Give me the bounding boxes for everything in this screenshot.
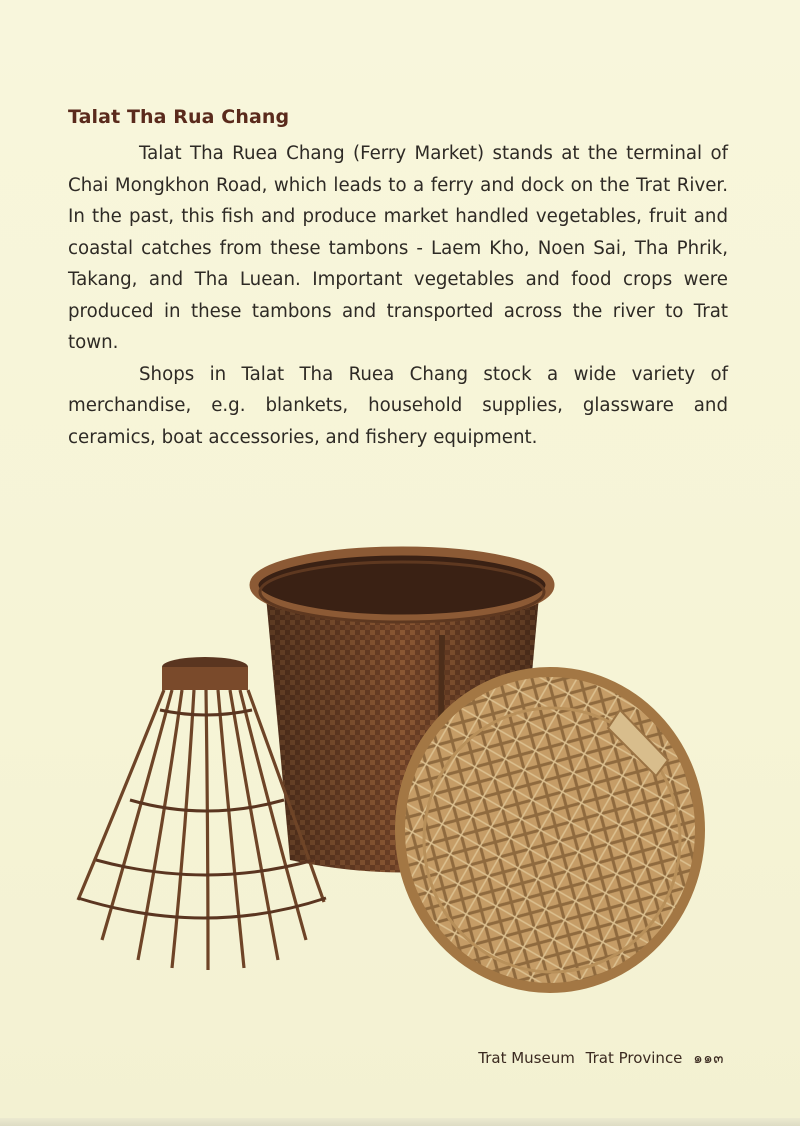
basket-lid	[400, 672, 700, 988]
page-edge	[0, 1118, 800, 1126]
paragraph-1: Talat Tha Ruea Chang (Ferry Market) stands at the terminal of Chai Mongkhon Road, which leads to a ferry and dock on the Trat River. In the past, this fish and produce market handled vegetables, fruit and coastal catches from these tambons - Laem Kho, Noen Sai, Tha Phrik, Takang, and Tha Luean. Important vegetables and food crops were produced in these tambons and transported across the river to Trat town.	[68, 143, 728, 353]
body-text	[68, 138, 728, 453]
paragraph-2: Shops in Talat Tha Ruea Chang stock a wide variety of merchandise, e.g. blankets, household supplies, glassware and ceramics, boat accessories, and fishery equipment.	[68, 363, 728, 448]
page-number: ๑๑๓	[693, 1049, 724, 1067]
basket-photo	[60, 540, 720, 1020]
page-footer	[472, 1046, 724, 1070]
footer-province: Trat Province	[585, 1049, 683, 1067]
section-heading: Talat Tha Rua Chang	[68, 106, 290, 128]
footer-museum: Trat Museum	[478, 1049, 575, 1067]
